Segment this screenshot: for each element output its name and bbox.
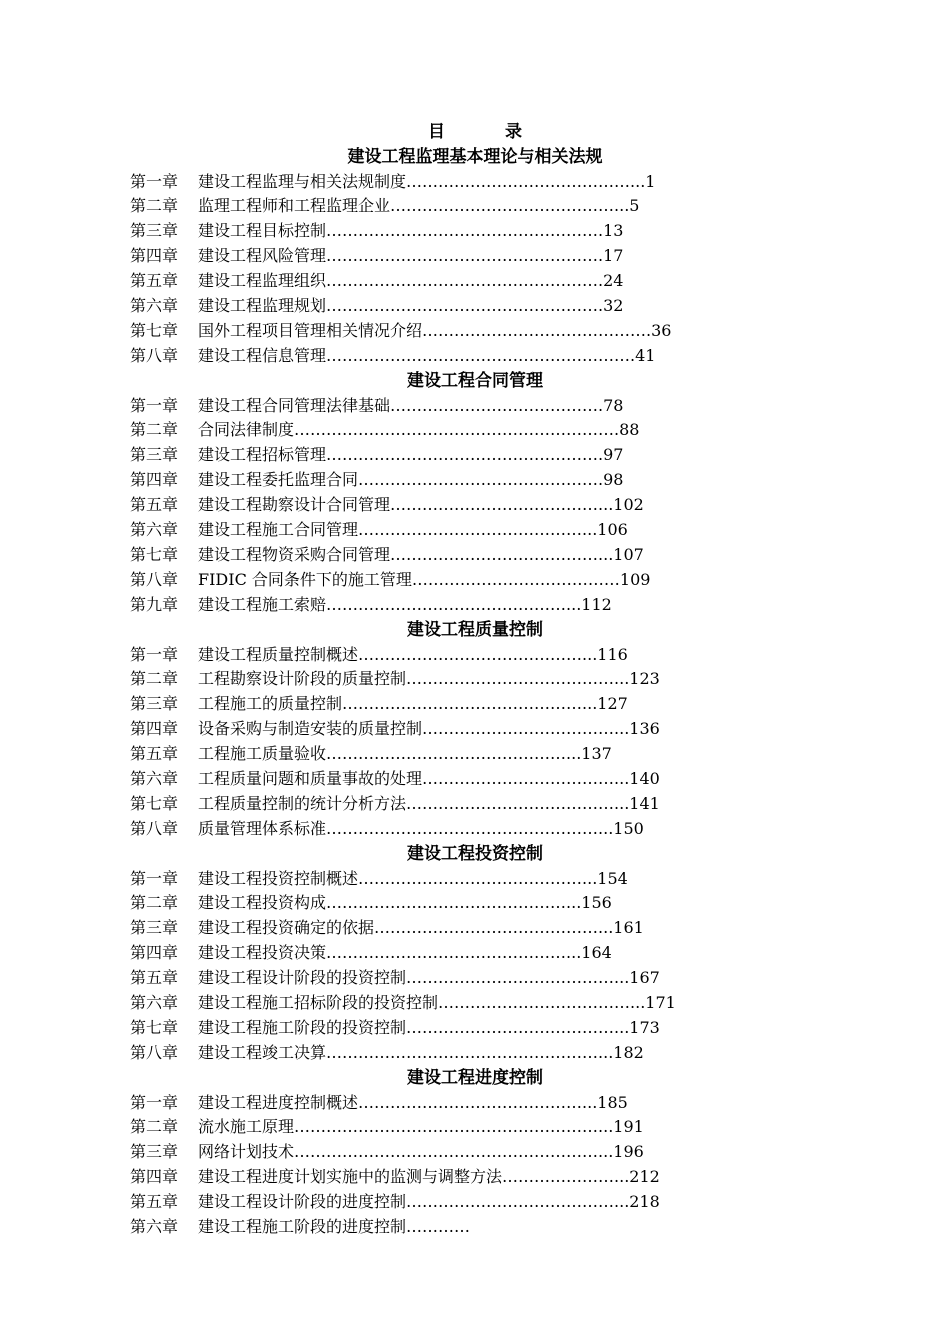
dot-leader: ……………………………… — [422, 719, 615, 739]
toc-entry[interactable] — [130, 1166, 728, 1188]
chapter-title: 建设工程投资确定的依据 — [198, 918, 375, 938]
page-number: ...5 — [614, 196, 640, 216]
chapter-title: 建设工程投资控制概述 — [198, 868, 359, 888]
toc-entry[interactable] — [130, 1092, 728, 1114]
toc-entry[interactable] — [130, 171, 728, 193]
chapter-label: 第六章 — [130, 993, 179, 1012]
toc-entry[interactable] — [130, 992, 728, 1014]
page-number: ...141 — [614, 793, 660, 813]
chapter-label: 第四章 — [130, 943, 179, 963]
chapter-title: 建设工程施工阶段的进度控制 — [198, 1217, 407, 1236]
chapter-title: 建设工程委托监理合同 — [198, 470, 359, 490]
chapter-label: 第一章 — [130, 644, 179, 664]
toc-entry[interactable] — [130, 892, 728, 914]
page-number: .36 — [646, 320, 672, 340]
chapter-label: 第五章 — [130, 744, 179, 764]
chapter-title: 工程质量问题和质量事故的处理 — [198, 769, 423, 788]
dot-leader: ………………………………… — [390, 495, 599, 515]
toc-entry[interactable] — [130, 1141, 728, 1163]
page-number: .17 — [598, 246, 624, 266]
dot-leader: ………………………………………………… — [326, 345, 631, 365]
dot-leader: ……………………………………… — [326, 943, 567, 963]
toc-title — [0, 121, 950, 143]
dot-leader: ……………………………… — [438, 993, 631, 1012]
page-number: ...107 — [598, 544, 644, 564]
dot-leader: …………………………………… — [406, 171, 631, 191]
page-number: ...167 — [614, 968, 660, 988]
dot-leader: ……………………………………… — [326, 594, 567, 614]
toc-title-char-2: 录 — [504, 122, 522, 142]
chapter-label: 第七章 — [130, 320, 179, 340]
chapter-title: 建设工程进度计划实施中的监测与调整方法 — [198, 1167, 503, 1187]
dot-leader: ………………………………… — [411, 569, 620, 589]
chapter-label: 第三章 — [130, 694, 179, 714]
chapter-title: 建设工程施工索赔 — [198, 594, 327, 614]
page-number: ...137 — [566, 744, 612, 764]
chapter-title: 国外工程项目管理相关情况介绍 — [198, 320, 423, 340]
page-number: ...212 — [614, 1167, 660, 1187]
toc-entry[interactable] — [130, 195, 728, 217]
dot-leader: ……………………………………… — [342, 694, 583, 714]
dot-leader: ………………………………… — [406, 1017, 615, 1037]
dot-leader: ………………………………… — [406, 968, 615, 988]
dot-leader: …………………………………………… — [326, 246, 599, 266]
toc-entry[interactable] — [130, 668, 728, 690]
dot-leader: …………………………………… — [358, 868, 583, 888]
chapter-title: 监理工程师和工程监理企业 — [198, 196, 391, 216]
toc-entry[interactable] — [130, 295, 728, 317]
chapter-title: 建设工程设计阶段的进度控制 — [198, 1192, 407, 1212]
dot-leader: ……………………………… — [422, 769, 615, 788]
chapter-label: 第五章 — [130, 968, 179, 988]
toc-entry[interactable] — [130, 917, 728, 939]
toc-entry[interactable] — [130, 1191, 728, 1213]
chapter-label: 第五章 — [130, 495, 179, 515]
toc-entry[interactable] — [130, 942, 728, 964]
toc-entry[interactable] — [130, 1017, 728, 1039]
section-heading: 建设工程投资控制 — [407, 844, 543, 864]
chapter-label: 第四章 — [130, 1167, 179, 1187]
chapter-title: 建设工程投资决策 — [198, 943, 327, 963]
toc-entry[interactable] — [130, 395, 728, 417]
toc-entry[interactable] — [130, 594, 728, 616]
page-number: ...185 — [582, 1092, 628, 1112]
dot-leader: …………………………………… — [422, 320, 647, 340]
page-number: ...140 — [614, 769, 660, 788]
toc-entry[interactable] — [130, 220, 728, 242]
dot-leader: ………………………………… — [406, 1192, 615, 1212]
section-heading: 建设工程监理基本理论与相关法规 — [347, 147, 603, 167]
chapter-label: 第七章 — [130, 793, 179, 813]
page-number: ...136 — [614, 719, 660, 739]
chapter-label: 第六章 — [130, 520, 179, 539]
chapter-label: 第七章 — [130, 1017, 179, 1037]
toc-entry[interactable] — [130, 320, 728, 342]
section-heading: 建设工程合同管理 — [407, 371, 543, 391]
dot-leader: ………………………………… — [390, 544, 599, 564]
page-number: ...112 — [566, 594, 612, 614]
chapter-title: 工程施工的质量控制 — [198, 694, 343, 714]
toc-title-char-1: 目 — [428, 122, 446, 142]
chapter-title: 建设工程招标管理 — [198, 445, 327, 465]
dot-leader: ……………………………………… — [326, 744, 567, 764]
toc-entry[interactable] — [130, 793, 728, 815]
toc-entry[interactable] — [130, 345, 728, 367]
chapter-label: 第二章 — [130, 196, 179, 216]
chapter-label: 第五章 — [130, 271, 179, 291]
chapter-title: FIDIC 合同条件下的施工管理 — [198, 569, 412, 589]
chapter-label: 第二章 — [130, 1117, 179, 1137]
chapter-label: 第六章 — [130, 296, 179, 315]
page-number: ...150 — [598, 818, 644, 838]
toc-entry[interactable] — [130, 270, 728, 292]
toc-entry[interactable] — [130, 743, 728, 765]
toc-entry[interactable] — [130, 818, 728, 840]
toc-entry[interactable] — [130, 868, 728, 890]
dot-leader: ………………………………… — [390, 395, 599, 415]
chapter-title: 质量管理体系标准 — [198, 818, 327, 838]
toc-entry[interactable] — [130, 544, 728, 566]
toc-entry[interactable] — [130, 569, 728, 591]
section-heading: 建设工程进度控制 — [407, 1068, 543, 1088]
dot-leader: …………………………………………… — [326, 1042, 599, 1062]
toc-entry[interactable] — [130, 1042, 728, 1064]
chapter-label: 第二章 — [130, 893, 179, 913]
chapter-label: 第四章 — [130, 470, 179, 490]
toc-entry[interactable] — [130, 245, 728, 267]
chapter-title: 建设工程质量控制概述 — [198, 644, 359, 664]
dot-leader: …………………………………… — [358, 520, 583, 539]
chapter-title: 建设工程施工招标阶段的投资控制 — [198, 993, 439, 1012]
chapter-label: 第九章 — [130, 594, 179, 614]
chapter-label: 第六章 — [130, 1217, 179, 1236]
dot-leader: ………… — [406, 1217, 471, 1236]
chapter-title: 建设工程信息管理 — [198, 345, 327, 365]
page-number: ...123 — [614, 669, 660, 689]
chapter-title: 建设工程竣工决算 — [198, 1042, 327, 1062]
chapter-title: 建设工程目标控制 — [198, 221, 327, 241]
page-number: ...173 — [614, 1017, 660, 1037]
toc-entry[interactable] — [130, 644, 728, 666]
dot-leader: ……………………………………… — [326, 893, 567, 913]
toc-entry[interactable] — [130, 469, 728, 491]
page-number: .24 — [598, 271, 624, 291]
page-number: .97 — [598, 445, 624, 465]
dot-leader: ……………………………………… — [358, 470, 599, 490]
dot-leader: …………………………………………… — [326, 271, 599, 291]
page-number: ...182 — [598, 1042, 644, 1062]
dot-leader: ………………………………………………… — [294, 1142, 599, 1162]
page-number: .98 — [598, 470, 624, 490]
toc-entry[interactable] — [130, 444, 728, 466]
page-number: ...116 — [582, 644, 628, 664]
chapter-label: 第五章 — [130, 1192, 179, 1212]
page-number: .88 — [614, 420, 640, 440]
chapter-label: 第四章 — [130, 719, 179, 739]
page-number: ...1 — [630, 171, 656, 191]
dot-leader: …………………………………… — [390, 196, 615, 216]
dot-leader: …………………………………………………… — [294, 420, 615, 440]
chapter-title: 建设工程风险管理 — [198, 246, 327, 266]
page-number: .78 — [598, 395, 624, 415]
toc-entry[interactable] — [130, 693, 728, 715]
chapter-label: 第一章 — [130, 868, 179, 888]
chapter-label: 第三章 — [130, 918, 179, 938]
page-number: ...127 — [582, 694, 628, 714]
dot-leader: ………………………………………………… — [294, 1117, 599, 1137]
page-number: ...164 — [566, 943, 612, 963]
chapter-label: 第三章 — [130, 221, 179, 241]
chapter-label: 第四章 — [130, 246, 179, 266]
toc-entry[interactable] — [130, 1216, 728, 1238]
page-number: ...191 — [598, 1117, 644, 1137]
chapter-title: 建设工程投资构成 — [198, 893, 327, 913]
chapter-title: 合同法律制度 — [198, 420, 295, 440]
page-number: .13 — [598, 221, 624, 241]
chapter-title: 工程勘察设计阶段的质量控制 — [198, 669, 407, 689]
chapter-title: 建设工程监理组织 — [198, 271, 327, 291]
chapter-title: 建设工程物资采购合同管理 — [198, 544, 391, 564]
chapter-title: 建设工程监理与相关法规制度 — [198, 171, 407, 191]
chapter-label: 第三章 — [130, 1142, 179, 1162]
chapter-label: 第一章 — [130, 395, 179, 415]
dot-leader: ………………… — [502, 1167, 615, 1187]
page-number: ...156 — [566, 893, 612, 913]
chapter-title: 网络计划技术 — [198, 1142, 295, 1162]
dot-leader: …………………………………… — [358, 1092, 583, 1112]
toc-entry[interactable] — [130, 419, 728, 441]
dot-leader: …………………………………………… — [326, 296, 599, 315]
chapter-title: 流水施工原理 — [198, 1117, 295, 1137]
toc-entry[interactable] — [130, 1116, 728, 1138]
chapter-title: 建设工程勘察设计合同管理 — [198, 495, 391, 515]
chapter-title: 建设工程设计阶段的投资控制 — [198, 968, 407, 988]
page-number: 109 — [619, 569, 651, 589]
dot-leader: …………………………………………… — [326, 445, 599, 465]
page-number: .41 — [630, 345, 656, 365]
dot-leader: …………………………………………… — [326, 221, 599, 241]
chapter-label: 第一章 — [130, 1092, 179, 1112]
page-number: .32 — [598, 296, 624, 315]
page-number: ...196 — [598, 1142, 644, 1162]
dot-leader: …………………………………………… — [326, 818, 599, 838]
chapter-title: 建设工程进度控制概述 — [198, 1092, 359, 1112]
chapter-label: 第三章 — [130, 445, 179, 465]
chapter-title: 设备采购与制造安装的质量控制 — [198, 719, 423, 739]
toc-entry[interactable] — [130, 718, 728, 740]
chapter-title: 工程施工质量验收 — [198, 744, 327, 764]
chapter-label: 第八章 — [130, 1042, 179, 1062]
chapter-label: 第七章 — [130, 544, 179, 564]
chapter-label: 第一章 — [130, 171, 179, 191]
dot-leader: …………………………………… — [374, 918, 599, 938]
chapter-title: 建设工程监理规划 — [198, 296, 327, 315]
toc-entry[interactable] — [130, 519, 728, 541]
section-heading: 建设工程质量控制 — [407, 620, 543, 640]
dot-leader: ………………………………… — [406, 669, 615, 689]
dot-leader: ………………………………… — [406, 793, 615, 813]
page-number: ...218 — [614, 1192, 660, 1212]
chapter-title: 建设工程施工阶段的投资控制 — [198, 1017, 407, 1037]
chapter-label: 第六章 — [130, 769, 179, 788]
chapter-label: 第八章 — [130, 569, 179, 589]
page-number: ...171 — [630, 993, 676, 1012]
chapter-title: 建设工程施工合同管理 — [198, 520, 359, 539]
toc-entry[interactable] — [130, 768, 728, 790]
page-number: ...106 — [582, 520, 628, 539]
page-number: ...102 — [598, 495, 644, 515]
chapter-title: 建设工程合同管理法律基础 — [198, 395, 391, 415]
chapter-label: 第二章 — [130, 669, 179, 689]
chapter-label: 第八章 — [130, 818, 179, 838]
dot-leader: …………………………………… — [358, 644, 583, 664]
page-number: ...161 — [598, 918, 644, 938]
page-number: ...154 — [582, 868, 628, 888]
toc-entry[interactable] — [130, 494, 728, 516]
chapter-label: 第八章 — [130, 345, 179, 365]
toc-entry[interactable] — [130, 967, 728, 989]
chapter-label: 第二章 — [130, 420, 179, 440]
chapter-title: 工程质量控制的统计分析方法 — [198, 793, 407, 813]
